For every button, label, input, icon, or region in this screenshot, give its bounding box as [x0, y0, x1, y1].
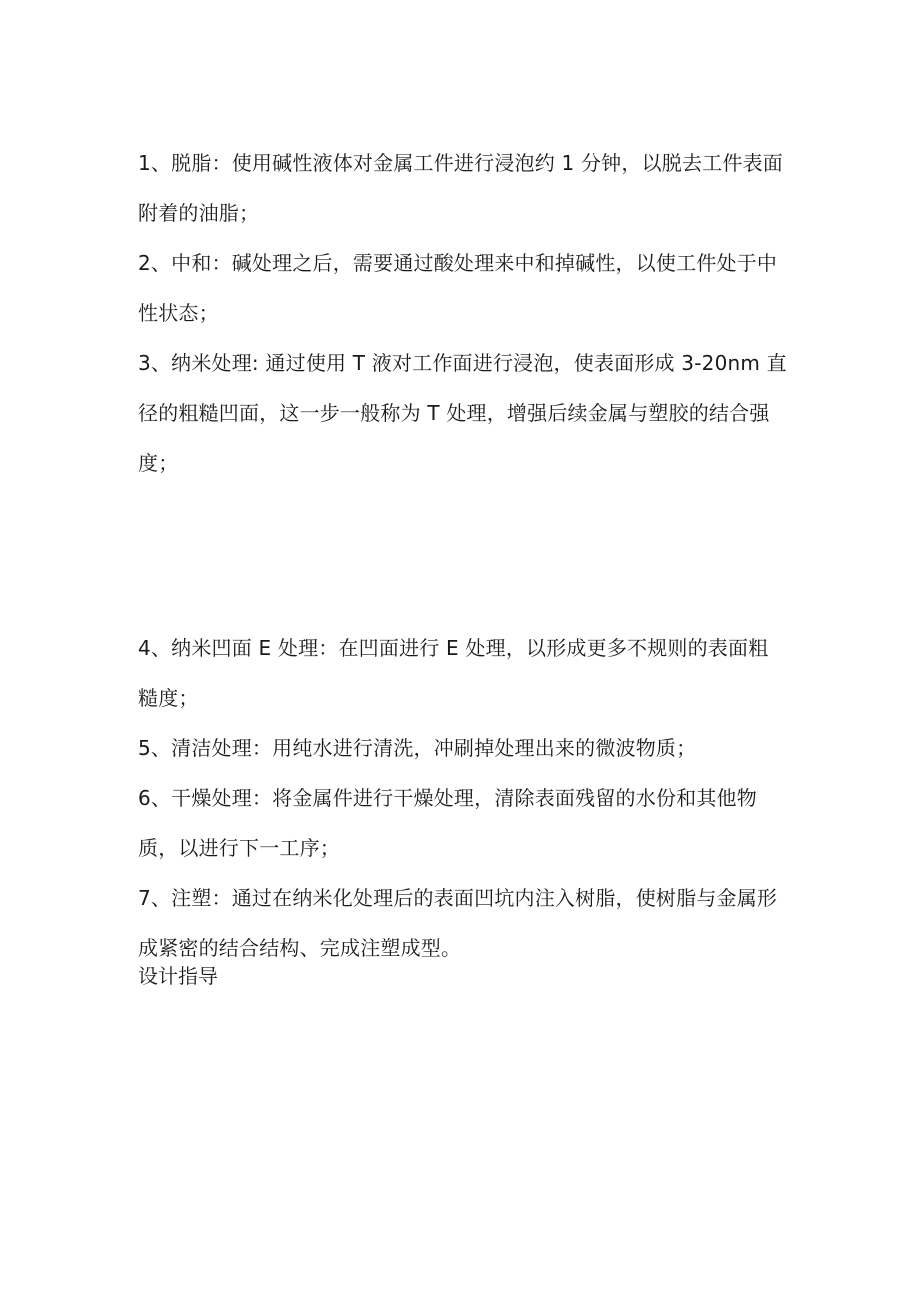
step-6-drying: 6、干燥处理：将金属件进行干燥处理，清除表面残留的水份和其他物质，以进行下一工序；: [138, 786, 757, 860]
step-1-degreasing: 1、脱脂：使用碱性液体对金属工件进行浸泡约 1 分钟，以脱去工件表面附着的油脂；: [138, 151, 783, 225]
step-3-nano-treatment: 3、纳米处理: 通过使用 T 液对工作面进行浸泡，使表面形成 3-20nm 直径的粗糙凹面，这一步一般称为 T 处理，增强后续金属与塑胶的结合强度；: [138, 351, 787, 475]
step-2-neutralization: 2、中和：碱处理之后，需要通过酸处理来中和掉碱性，以使工件处于中性状态；: [138, 251, 778, 325]
section-heading-design-guide: 设计指导: [138, 964, 218, 988]
step-5-cleaning: 5、清洁处理：用纯水进行清洗，冲刷掉处理出来的微波物质；: [138, 736, 697, 760]
step-4-nano-concave-e-treatment: 4、纳米凹面 E 处理：在凹面进行 E 处理，以形成更多不规则的表面粗糙度；: [138, 636, 769, 710]
step-7-injection-molding: 7、注塑：通过在纳米化处理后的表面凹坑内注入树脂，使树脂与金属形成紧密的结合结构、完成注塑成型。: [138, 886, 778, 960]
